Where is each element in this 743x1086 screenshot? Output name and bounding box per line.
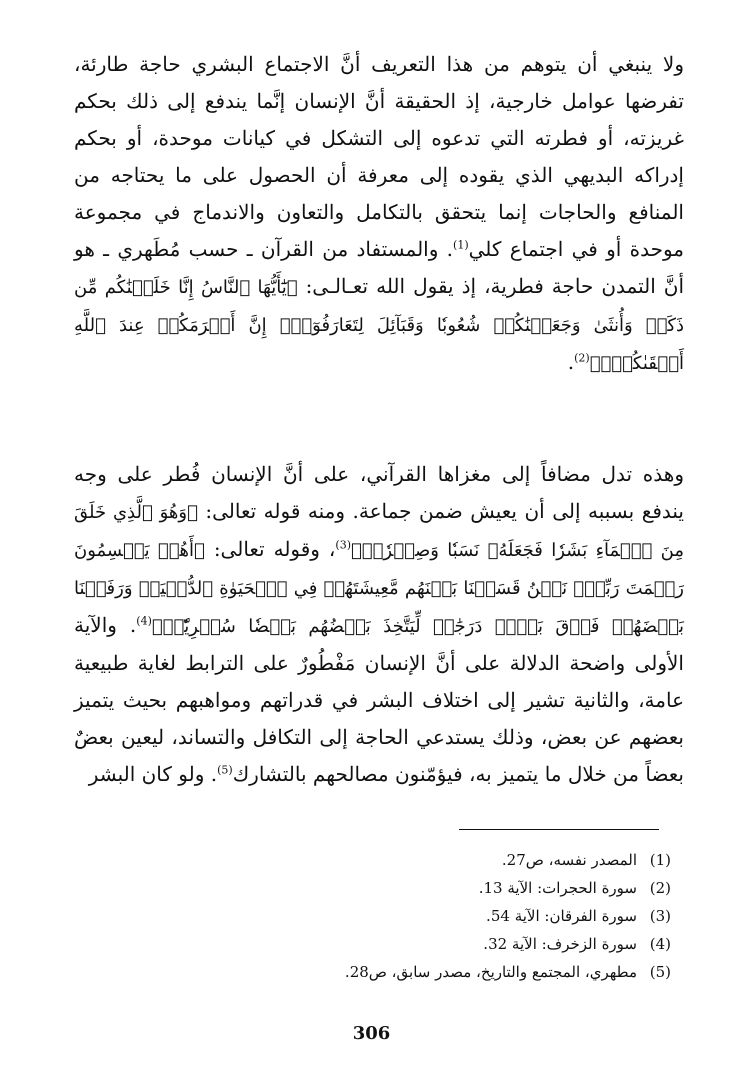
- footnote-number: (5): [649, 963, 671, 981]
- footnote-text: مطهري، المجتمع والتاريخ، مصدر سابق، ص28.: [344, 963, 637, 981]
- footnote-item: [251, 846, 671, 874]
- text-run: .: [567, 350, 575, 374]
- text-run: ولا ينبغي أن يتوهم من هذا التعريف أنَّ الاجتماع البشري حاجة طارئة، تفرضها عوامل خارجية، إذ الحقيقة أنَّ الإنسان إنَّما يندفع إلى ذلك بحكم غريزته، أو فطرته التي تدعوه إلى التشكل في كيانات موحدة، أو بحكم إدراكه البديهي الذي يقوده إلى معرفة أن الحصول على ما يحتاجه من المنافع والحاجات إنما يتحقق بالتكامل والتعاون والاندماج في مجموعة موحدة أو في اجتماع كلي: [74, 52, 684, 261]
- footnote-item: [251, 874, 671, 902]
- quran-quote: ﴿يَٰٓأَيُّهَا ٱلنَّاسُ إِنَّا خَلَقۡنَٰكُم مِّن ذَكَرٖ وَأُنثَىٰ وَجَعَلۡنَٰكُمۡ شُعُوبٗا وَقَبَآئِلَ لِتَعَارَفُوٓاْۚ إِنَّ أَكۡرَمَكُمۡ عِندَ ٱللَّهِ أَتۡقَىٰكُمۡۚ﴾: [74, 277, 684, 374]
- footnote-separator: [459, 829, 659, 830]
- footnote-text: سورة الزخرف: الآية 32.: [483, 935, 637, 953]
- quran-quote: ﴿وَهُوَ ٱلَّذِي خَلَقَ مِنَ ٱلۡمَآءِ بَشَرٗا فَجَعَلَهُۥ نَسَبٗا وَصِهۡرٗاۗ﴾: [74, 502, 685, 561]
- footnote-reference: (2): [574, 351, 590, 365]
- page-number: 306: [352, 1023, 391, 1044]
- text-run: . ولو كان البشر: [88, 762, 218, 786]
- footnote-text: المصدر نفسه، ص27.: [501, 851, 637, 869]
- footnote-number: (4): [649, 935, 671, 953]
- footnote-item: [251, 902, 671, 930]
- body-paragraph-2: [74, 456, 684, 793]
- footnote-item: [251, 930, 671, 958]
- footnote-text: سورة الفرقان: الآية 54.: [486, 907, 637, 925]
- text-run: وهذه تدل مضافاً إلى مغزاها القرآني، على أنَّ الإنسان فُطر على وجه يندفع بسببه إلى أن يعيش ضمن جماعة. ومنه قوله تعالى:: [74, 462, 684, 523]
- text-run: . والمستفاد من القرآن ـ حسب مُطَهري ـ هو أنَّ التمدن حاجة فطرية، إذ يقول الله تعـالـى:: [74, 237, 685, 298]
- quran-quote: ﴿أَهُمۡ يَقۡسِمُونَ رَحۡمَتَ رَبِّكَۚ نَحۡنُ قَسَمۡنَا بَيۡنَهُم مَّعِيشَتَهُمۡ فِي ٱلۡحَيَوٰةِ ٱلدُّنۡيَاۚ وَرَفَعۡنَا بَعۡضَهُمۡ فَوۡقَ بَعۡضٖ دَرَجَٰتٖ لِّيَتَّخِذَ بَعۡضُهُم بَعۡضٗا سُخۡرِيّٗاۗ﴾: [74, 540, 684, 637]
- text-run: . والآية الأولى واضحة الدلالة على أنَّ الإنسان مَفْطُورٌ على الترابط لغاية طبيعية عامة، والثانية تشير إلى اختلاف البشر في قدراتهم ومواهبهم بحيث يتميز بعضهم عن بعض، وذلك يستدعي الحاجة إلى التكافل والتساند، ليعين بعضٌ بعضاً من خلال ما يتميز به، فيؤمّنون مصالحهم بالتشارك: [74, 613, 684, 786]
- footnote-reference: (3): [335, 538, 351, 552]
- text-run: ، وقوله تعالى:: [204, 537, 336, 561]
- footnote-number: (1): [649, 851, 671, 869]
- footnote-text: سورة الحجرات: الآية 13.: [478, 879, 637, 897]
- footnote-number: (2): [649, 879, 671, 897]
- footnote-reference: (4): [136, 614, 152, 628]
- body-paragraph-1: [74, 46, 684, 382]
- footnote-number: (3): [649, 907, 671, 925]
- footnotes-list: [251, 846, 671, 986]
- footnote-reference: (5): [217, 763, 233, 777]
- footnote-reference: (1): [453, 238, 469, 252]
- footnote-item: [251, 958, 671, 986]
